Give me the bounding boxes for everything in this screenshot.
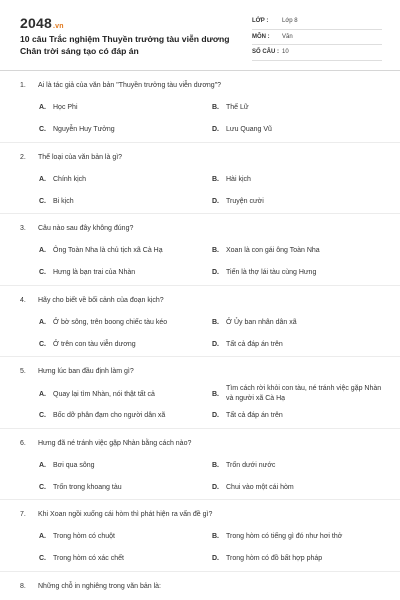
question-5 [0,357,400,429]
option-letter: D. [212,483,219,491]
option-letter: C. [39,340,46,348]
option-text: Trong hòm có đồ bất hợp pháp [226,555,323,562]
question-text: Hưng đã né tránh việc gặp Nhàn bằng cách nào? [38,439,192,447]
option-text: Ở trên con tàu viễn dương [53,340,136,348]
meta-table [252,14,382,61]
question-8 [0,572,400,600]
option-text: Hài kịch [226,175,251,183]
logo-text: 2048 [20,15,52,31]
question-number: 5. [20,368,26,375]
meta-value: 10 [282,49,289,55]
question-text: Thể loại của văn bản là gì? [38,153,123,161]
option-letter: C. [39,197,46,205]
option-text: Học Phi [53,104,78,111]
option-letter: C. [39,269,46,276]
option-text: Truyện cười [226,197,264,205]
question-4 [0,286,400,358]
option-text: Bốc dỡ phân đạm cho người dân xã [53,412,166,419]
meta-key: MÔN : [252,33,270,40]
question-2 [0,143,400,215]
option-letter: B. [212,318,219,326]
option-text: Trong hòm có xác chết [53,555,124,562]
meta-key: LỚP : [252,18,269,24]
option-letter: B. [212,175,219,183]
option-letter: B. [212,391,219,398]
question-text: Hưng lúc ban đầu định làm gì? [38,368,134,375]
question-7 [0,500,400,572]
option-letter: C. [39,483,46,491]
logo-suffix: .vn [52,23,64,30]
option-letter: D. [212,126,219,133]
option-text: Ông Toàn Nha là chủ tịch xã Cà Hạ [53,247,163,254]
option-text: Tất cả đáp án trên [226,340,283,348]
option-letter: B. [212,461,219,469]
option-letter: A. [39,391,46,398]
question-number: 1. [20,82,26,89]
option-text: Quay lại tìm Nhàn, nói thật tất cả [53,391,155,398]
option-text: Chui vào một cái hòm [226,483,294,491]
site-logo[interactable] [20,15,64,31]
question-6 [0,429,400,501]
document-title: 10 câu Trắc nghiệm Thuyền trưởng tàu viễn dương Chân trời sáng tạo có đáp án [20,34,230,56]
question-text: Những chỗ in nghiêng trong văn bản là: [38,582,161,590]
option-letter: B. [212,533,219,540]
option-text: Thế Lữ [226,104,249,111]
option-letter: A. [39,175,46,183]
question-text: Khi Xoan ngồi xuống cái hòm thì phát hiện ra vấn đề gì? [38,511,213,518]
option-text: Lưu Quang Vũ [226,126,272,133]
option-text: Bi kịch [53,197,74,205]
option-letter: A. [39,533,46,540]
option-letter: A. [39,318,46,326]
option-letter: C. [39,412,46,419]
option-text: Trong hòm có tiếng gì đó như hơi thở [226,533,343,540]
question-number: 8. [20,582,26,590]
question-text: Câu nào sau đây không đúng? [38,225,134,232]
option-letter: D. [212,555,219,562]
option-text: Trong hòm có chuột [53,533,115,540]
question-number: 3. [20,225,26,232]
option-text: Trốn trong khoang tàu [53,483,122,491]
option-text: Chính kịch [53,175,87,183]
option-text: Tiến là thợ lái tàu cùng Hưng [226,269,317,276]
option-letter: D. [212,197,219,205]
question-1 [0,71,400,143]
document-header [0,0,400,68]
option-letter: A. [39,104,46,111]
question-number: 2. [20,153,26,161]
option-letter: B. [212,247,219,254]
question-number: 7. [20,511,26,518]
option-letter: D. [212,269,219,276]
option-letter: A. [39,461,46,469]
option-letter: C. [39,555,46,562]
option-text: Nguyễn Huy Tưởng [53,126,115,133]
meta-row-subject [252,30,382,46]
question-text: Ai là tác giả của văn bản "Thuyền trưởng tàu viễn dương"? [38,82,222,89]
option-text: Ở bờ sông, trên boong chiếc tàu kéo [53,318,168,326]
option-letter: A. [39,247,46,254]
meta-value: Lớp 8 [282,18,298,24]
question-number: 4. [20,296,26,304]
option-letter: D. [212,412,219,419]
option-letter: D. [212,340,219,348]
option-text: Ở Ủy ban nhân dân xã [226,318,297,326]
option-text: Hưng là bạn trai của Nhàn [53,269,136,276]
meta-key: SỐ CÂU : [252,49,279,55]
question-text: Hãy cho biết về bối cảnh của đoạn kịch? [38,296,164,304]
meta-row-count [252,45,382,61]
option-text: Tìm cách rời khỏi con tàu, né tránh việc gặp Nhàn và người xã Cà Hạ [226,385,382,402]
question-3 [0,214,400,286]
option-text: Tất cả đáp án trên [226,412,283,419]
meta-value: Văn [282,33,293,40]
option-text: Bơi qua sông [53,461,95,469]
option-text: Trốn dưới nước [226,461,276,469]
option-letter: C. [39,126,46,133]
question-list [0,71,400,600]
option-letter: B. [212,104,219,111]
meta-row-class [252,14,382,30]
question-number: 6. [20,439,26,447]
option-text: Xoan là con gái ông Toàn Nha [226,247,320,254]
